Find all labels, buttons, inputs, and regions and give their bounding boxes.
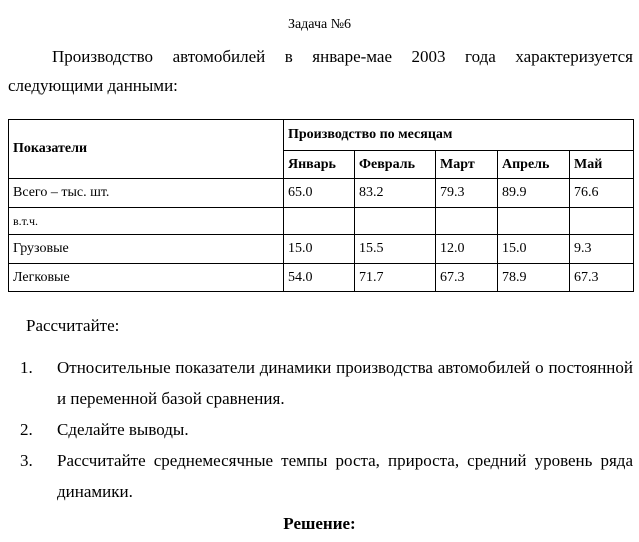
table-cell: 15.5 [355, 235, 436, 264]
table-row [9, 179, 634, 208]
table-cell [355, 208, 436, 235]
task-list [8, 352, 633, 507]
table-row [9, 264, 634, 292]
calc-label: Рассчитайте: [26, 316, 120, 335]
list-text: Сделайте выводы. [57, 420, 189, 439]
table-cell: 15.0 [284, 235, 355, 264]
intro-paragraph [8, 42, 633, 100]
list-number: 1. [20, 358, 33, 377]
header-month: Апрель [498, 151, 570, 179]
table-row [9, 208, 634, 235]
header-month: Март [436, 151, 498, 179]
row-label: в.т.ч. [9, 208, 284, 235]
list-text: Относительные показатели динамики производства автомобилей о постоянной и переменной базой сравнения. [57, 358, 633, 408]
production-table [8, 119, 634, 292]
task-title: Задача №6 [287, 17, 352, 32]
list-text: Рассчитайте среднемесячные темпы роста, прироста, средний уровень ряда динамики. [57, 451, 633, 501]
intro-text: Производство автомобилей в январе-мае 2003 года характеризуется следующими данными: [8, 47, 633, 95]
table-cell [570, 208, 634, 235]
table-cell: 67.3 [570, 264, 634, 292]
header-group: Производство по месяцам [284, 120, 634, 151]
table-cell: 12.0 [436, 235, 498, 264]
table-cell: 78.9 [498, 264, 570, 292]
list-number: 3. [20, 451, 33, 470]
table-cell [436, 208, 498, 235]
list-item [8, 414, 633, 445]
table-cell: 65.0 [284, 179, 355, 208]
table-cell: 76.6 [570, 179, 634, 208]
table-cell: 89.9 [498, 179, 570, 208]
table-cell [284, 208, 355, 235]
list-item [8, 352, 633, 414]
table-cell: 54.0 [284, 264, 355, 292]
table-cell: 15.0 [498, 235, 570, 264]
header-month: Январь [284, 151, 355, 179]
header-month: Февраль [355, 151, 436, 179]
row-label: Легковые [9, 264, 284, 292]
table-cell: 71.7 [355, 264, 436, 292]
solution-heading: Решение: [283, 514, 356, 533]
list-number: 2. [20, 420, 33, 439]
row-label: Всего – тыс. шт. [9, 179, 284, 208]
list-item [8, 445, 633, 507]
table-row [9, 235, 634, 264]
table-cell: 79.3 [436, 179, 498, 208]
row-label: Грузовые [9, 235, 284, 264]
header-indicator: Показатели [9, 120, 284, 179]
header-month: Май [570, 151, 634, 179]
table-cell: 83.2 [355, 179, 436, 208]
table-cell: 9.3 [570, 235, 634, 264]
table-cell: 67.3 [436, 264, 498, 292]
table-cell [498, 208, 570, 235]
